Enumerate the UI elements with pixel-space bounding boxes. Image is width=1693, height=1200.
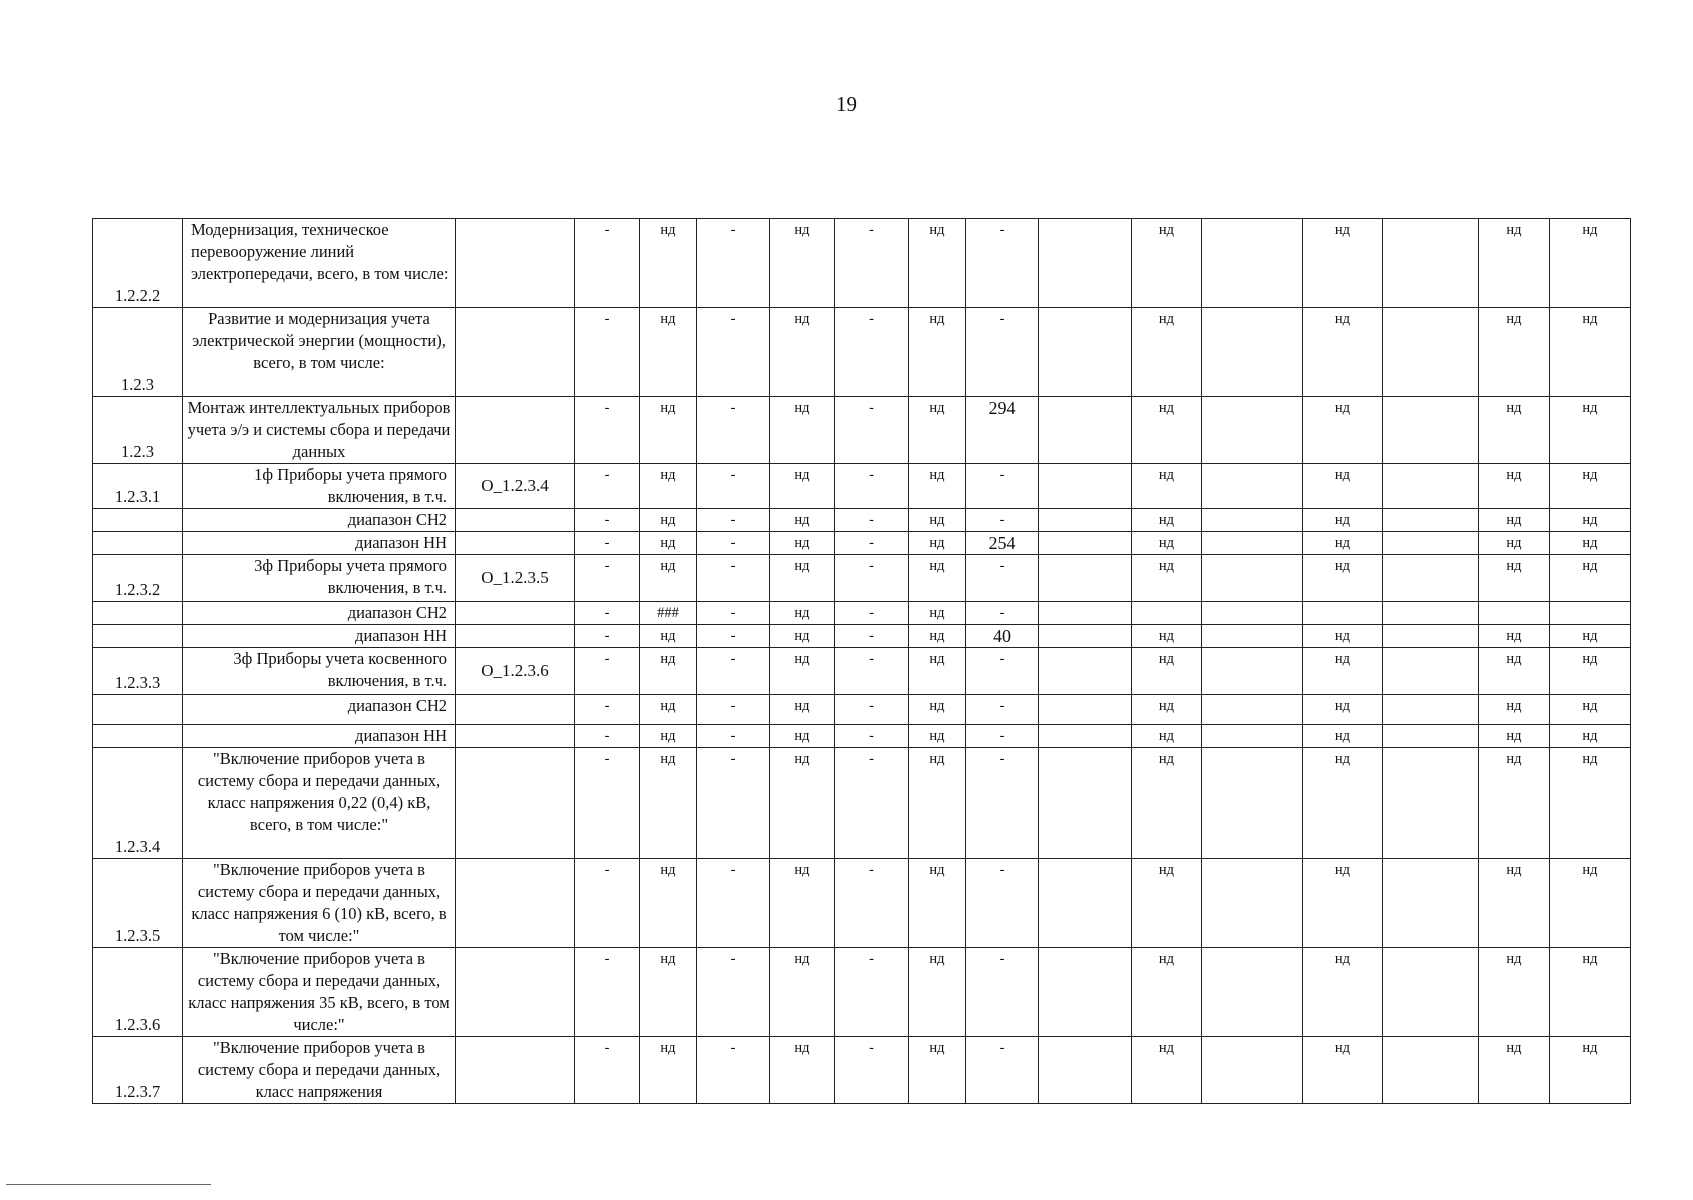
value-cell: - [835, 555, 909, 602]
row-number-cell [93, 695, 183, 725]
value-cell: нд [770, 748, 835, 859]
value-cell: нд [640, 748, 697, 859]
table-row [93, 1037, 1631, 1104]
value-cell: - [575, 648, 640, 695]
value-cell [1202, 648, 1303, 695]
value-cell: - [575, 725, 640, 748]
value-cell: нд [909, 397, 966, 464]
value-cell [1039, 725, 1132, 748]
value-cell: нд [1550, 948, 1631, 1037]
value-cell [1202, 859, 1303, 948]
value-cell [1202, 509, 1303, 532]
value-cell: нд [1132, 509, 1202, 532]
value-cell: - [697, 748, 770, 859]
value-cell: нд [640, 625, 697, 648]
row-code-cell [456, 625, 575, 648]
value-cell: нд [1479, 748, 1550, 859]
row-number-cell [93, 532, 183, 555]
value-cell [1383, 625, 1479, 648]
value-cell: нд [770, 648, 835, 695]
value-cell [1383, 555, 1479, 602]
value-cell: нд [909, 509, 966, 532]
value-cell: - [966, 308, 1039, 397]
row-number-cell: 1.2.3.6 [93, 948, 183, 1037]
value-cell: нд [1479, 725, 1550, 748]
table-row [93, 464, 1631, 509]
value-cell: нд [1550, 1037, 1631, 1104]
value-cell: нд [1132, 532, 1202, 555]
table-row [93, 509, 1631, 532]
value-cell [1039, 859, 1132, 948]
row-name-cell: диапазон НН [183, 725, 456, 748]
value-cell: нд [640, 219, 697, 308]
row-code-cell [456, 532, 575, 555]
value-cell: нд [1303, 308, 1383, 397]
value-cell: нд [770, 219, 835, 308]
value-cell: нд [1479, 648, 1550, 695]
value-cell [1383, 602, 1479, 625]
value-cell [1202, 219, 1303, 308]
value-cell: - [835, 948, 909, 1037]
value-cell: - [835, 397, 909, 464]
value-cell: нд [909, 464, 966, 509]
value-cell: нд [640, 859, 697, 948]
value-cell: - [966, 464, 1039, 509]
row-name-cell: "Включение приборов учета в систему сбора и передачи данных, класс напряжения [183, 1037, 456, 1104]
value-cell: нд [1479, 948, 1550, 1037]
value-cell: - [966, 695, 1039, 725]
value-cell: нд [640, 948, 697, 1037]
value-cell: нд [640, 648, 697, 695]
value-cell [1132, 602, 1202, 625]
value-cell: нд [1303, 1037, 1383, 1104]
value-cell [1039, 555, 1132, 602]
value-cell: нд [640, 464, 697, 509]
value-cell: нд [770, 509, 835, 532]
value-cell: - [697, 397, 770, 464]
value-cell: - [575, 948, 640, 1037]
row-name-cell: Развитие и модернизация учета электрической энергии (мощности), всего, в том числе: [183, 308, 456, 397]
value-cell: - [966, 602, 1039, 625]
row-name-cell: "Включение приборов учета в систему сбора и передачи данных, класс напряжения 0,22 (0,4) кВ, всего, в том числе:" [183, 748, 456, 859]
value-cell: - [575, 859, 640, 948]
value-cell: - [697, 602, 770, 625]
value-cell [1202, 308, 1303, 397]
value-cell [1039, 695, 1132, 725]
row-code-cell: О_1.2.3.4 [456, 464, 575, 509]
value-cell: - [575, 748, 640, 859]
value-cell [1202, 555, 1303, 602]
row-name-cell: диапазон НН [183, 625, 456, 648]
value-cell [1383, 397, 1479, 464]
value-cell: - [697, 532, 770, 555]
value-cell: - [575, 532, 640, 555]
value-cell: нд [1550, 532, 1631, 555]
value-cell: нд [1479, 397, 1550, 464]
value-cell: - [966, 648, 1039, 695]
value-cell [1202, 602, 1303, 625]
row-name-cell: 3ф Приборы учета косвенного включения, в т.ч. [183, 648, 456, 695]
value-cell: - [835, 509, 909, 532]
value-cell: нд [1550, 219, 1631, 308]
value-cell: - [835, 308, 909, 397]
value-cell: нд [640, 695, 697, 725]
value-cell: - [575, 695, 640, 725]
value-cell [1550, 602, 1631, 625]
table-row [93, 725, 1631, 748]
value-cell [1383, 1037, 1479, 1104]
value-cell: 294 [966, 397, 1039, 464]
value-cell: - [835, 602, 909, 625]
row-code-cell [456, 397, 575, 464]
value-cell: - [575, 308, 640, 397]
row-number-cell: 1.2.2.2 [93, 219, 183, 308]
value-cell [1383, 859, 1479, 948]
value-cell: - [575, 464, 640, 509]
row-code-cell [456, 308, 575, 397]
row-number-cell [93, 509, 183, 532]
table-row [93, 308, 1631, 397]
row-number-cell: 1.2.3.4 [93, 748, 183, 859]
value-cell: нд [909, 695, 966, 725]
value-cell [1383, 464, 1479, 509]
row-name-cell: диапазон НН [183, 532, 456, 555]
row-number-cell [93, 725, 183, 748]
value-cell: нд [770, 308, 835, 397]
value-cell: нд [1550, 625, 1631, 648]
row-number-cell: 1.2.3 [93, 397, 183, 464]
value-cell: нд [1303, 948, 1383, 1037]
value-cell: нд [1479, 219, 1550, 308]
value-cell [1039, 464, 1132, 509]
value-cell: 254 [966, 532, 1039, 555]
value-cell [1039, 308, 1132, 397]
value-cell: - [575, 397, 640, 464]
value-cell: нд [1303, 397, 1383, 464]
value-cell: - [575, 602, 640, 625]
value-cell: - [966, 859, 1039, 948]
value-cell: - [697, 219, 770, 308]
value-cell: нд [1479, 308, 1550, 397]
value-cell: нд [640, 555, 697, 602]
value-cell: нд [1550, 509, 1631, 532]
value-cell: - [575, 1037, 640, 1104]
value-cell [1039, 509, 1132, 532]
table-row [93, 748, 1631, 859]
value-cell: нд [770, 397, 835, 464]
value-cell: нд [770, 859, 835, 948]
row-code-cell [456, 725, 575, 748]
value-cell: нд [909, 532, 966, 555]
value-cell: - [575, 555, 640, 602]
value-cell [1303, 602, 1383, 625]
value-cell: нд [640, 725, 697, 748]
value-cell: - [697, 308, 770, 397]
value-cell: - [697, 509, 770, 532]
value-cell: - [966, 948, 1039, 1037]
table-row [93, 625, 1631, 648]
value-cell: нд [1479, 1037, 1550, 1104]
row-code-cell [456, 509, 575, 532]
value-cell: нд [909, 1037, 966, 1104]
value-cell: нд [1132, 695, 1202, 725]
row-name-cell: диапазон СН2 [183, 509, 456, 532]
value-cell [1202, 397, 1303, 464]
value-cell [1202, 532, 1303, 555]
value-cell: нд [1132, 725, 1202, 748]
table-row [93, 532, 1631, 555]
value-cell [1039, 948, 1132, 1037]
value-cell [1202, 695, 1303, 725]
row-code-cell: О_1.2.3.6 [456, 648, 575, 695]
value-cell: нд [1132, 748, 1202, 859]
value-cell: нд [1550, 464, 1631, 509]
value-cell: нд [1132, 308, 1202, 397]
value-cell: нд [1550, 748, 1631, 859]
value-cell: нд [770, 725, 835, 748]
value-cell: нд [1303, 695, 1383, 725]
value-cell: - [966, 509, 1039, 532]
value-cell: нд [1132, 648, 1202, 695]
row-number-cell: 1.2.3.5 [93, 859, 183, 948]
value-cell: - [835, 464, 909, 509]
value-cell: - [697, 1037, 770, 1104]
value-cell [1039, 602, 1132, 625]
row-code-cell [456, 748, 575, 859]
value-cell: - [835, 1037, 909, 1104]
value-cell: - [835, 725, 909, 748]
footnote-rule [6, 1184, 211, 1185]
value-cell [1202, 625, 1303, 648]
value-cell: - [835, 625, 909, 648]
value-cell: нд [1132, 219, 1202, 308]
value-cell [1202, 464, 1303, 509]
row-number-cell [93, 602, 183, 625]
value-cell: - [835, 859, 909, 948]
value-cell: нд [770, 602, 835, 625]
value-cell [1383, 308, 1479, 397]
value-cell: - [966, 1037, 1039, 1104]
value-cell [1202, 1037, 1303, 1104]
value-cell: - [966, 748, 1039, 859]
value-cell: нд [909, 859, 966, 948]
value-cell: нд [1303, 748, 1383, 859]
row-code-cell: О_1.2.3.5 [456, 555, 575, 602]
row-number-cell: 1.2.3 [93, 308, 183, 397]
value-cell: нд [640, 509, 697, 532]
value-cell: нд [1479, 695, 1550, 725]
value-cell: нд [1550, 695, 1631, 725]
value-cell [1383, 509, 1479, 532]
value-cell: нд [909, 602, 966, 625]
value-cell: нд [1550, 859, 1631, 948]
row-number-cell: 1.2.3.7 [93, 1037, 183, 1104]
value-cell: нд [1550, 725, 1631, 748]
table-row [93, 859, 1631, 948]
value-cell: - [575, 219, 640, 308]
value-cell [1383, 648, 1479, 695]
value-cell: - [575, 625, 640, 648]
row-name-cell: Монтаж интеллектуальных приборов учета э/э и системы сбора и передачи данных [183, 397, 456, 464]
value-cell [1383, 725, 1479, 748]
value-cell: нд [1550, 648, 1631, 695]
value-cell: нд [770, 532, 835, 555]
value-cell: - [697, 859, 770, 948]
value-cell: - [966, 555, 1039, 602]
table-row [93, 695, 1631, 725]
value-cell [1039, 748, 1132, 859]
value-cell: нд [1550, 555, 1631, 602]
value-cell: - [835, 219, 909, 308]
page-number: 19 [836, 92, 857, 116]
row-code-cell [456, 859, 575, 948]
value-cell: нд [1479, 509, 1550, 532]
value-cell: нд [1550, 397, 1631, 464]
table-row [93, 648, 1631, 695]
table-row [93, 219, 1631, 308]
value-cell: нд [1550, 308, 1631, 397]
value-cell: нд [770, 695, 835, 725]
value-cell: нд [1132, 948, 1202, 1037]
value-cell: 40 [966, 625, 1039, 648]
value-cell: нд [1132, 625, 1202, 648]
table-row [93, 555, 1631, 602]
row-name-cell: "Включение приборов учета в систему сбора и передачи данных, класс напряжения 6 (10) кВ, всего, в том числе:" [183, 859, 456, 948]
value-cell: нд [1479, 625, 1550, 648]
value-cell: нд [770, 555, 835, 602]
row-code-cell [456, 948, 575, 1037]
value-cell [1383, 748, 1479, 859]
row-name-cell: диапазон СН2 [183, 602, 456, 625]
value-cell [1039, 532, 1132, 555]
value-cell: ### [640, 602, 697, 625]
value-cell: - [697, 695, 770, 725]
value-cell [1202, 948, 1303, 1037]
value-cell: нд [909, 219, 966, 308]
value-cell: нд [1303, 625, 1383, 648]
value-cell [1039, 1037, 1132, 1104]
value-cell: - [575, 509, 640, 532]
value-cell: нд [1132, 464, 1202, 509]
value-cell: нд [909, 555, 966, 602]
value-cell: - [697, 648, 770, 695]
value-cell: нд [770, 464, 835, 509]
value-cell: нд [1479, 464, 1550, 509]
row-name-cell: Модернизация, техническое перевооружение линий электропередачи, всего, в том числе: [183, 219, 456, 308]
value-cell: нд [909, 725, 966, 748]
value-cell: нд [770, 1037, 835, 1104]
value-cell: - [835, 748, 909, 859]
value-cell: нд [1303, 859, 1383, 948]
value-cell: нд [1132, 859, 1202, 948]
value-cell: нд [1303, 725, 1383, 748]
value-cell: нд [1132, 1037, 1202, 1104]
value-cell [1039, 219, 1132, 308]
table-row [93, 948, 1631, 1037]
value-cell [1383, 219, 1479, 308]
row-code-cell [456, 695, 575, 725]
value-cell: нд [640, 308, 697, 397]
value-cell: нд [640, 532, 697, 555]
value-cell [1039, 397, 1132, 464]
value-cell [1039, 648, 1132, 695]
row-code-cell [456, 602, 575, 625]
value-cell: нд [1303, 532, 1383, 555]
value-cell: нд [909, 648, 966, 695]
value-cell: нд [909, 948, 966, 1037]
value-cell: нд [640, 397, 697, 464]
value-cell: - [697, 725, 770, 748]
value-cell: - [697, 555, 770, 602]
row-number-cell: 1.2.3.3 [93, 648, 183, 695]
row-name-cell: 1ф Приборы учета прямого включения, в т.ч. [183, 464, 456, 509]
row-number-cell [93, 625, 183, 648]
value-cell [1479, 602, 1550, 625]
value-cell: нд [1303, 555, 1383, 602]
row-name-cell: "Включение приборов учета в систему сбора и передачи данных, класс напряжения 35 кВ, всего, в том числе:" [183, 948, 456, 1037]
value-cell: нд [1303, 219, 1383, 308]
value-cell [1383, 948, 1479, 1037]
value-cell [1383, 532, 1479, 555]
row-number-cell: 1.2.3.2 [93, 555, 183, 602]
value-cell: нд [1479, 859, 1550, 948]
value-cell: - [697, 464, 770, 509]
value-cell: нд [770, 625, 835, 648]
value-cell: нд [1303, 464, 1383, 509]
value-cell: - [835, 532, 909, 555]
value-cell: - [697, 625, 770, 648]
value-cell: нд [640, 1037, 697, 1104]
value-cell: нд [1132, 397, 1202, 464]
value-cell: - [835, 695, 909, 725]
table-row [93, 397, 1631, 464]
value-cell: нд [1303, 509, 1383, 532]
row-name-cell: 3ф Приборы учета прямого включения, в т.ч. [183, 555, 456, 602]
value-cell [1039, 625, 1132, 648]
row-code-cell [456, 1037, 575, 1104]
value-cell: нд [770, 948, 835, 1037]
value-cell: нд [1132, 555, 1202, 602]
value-cell: - [966, 725, 1039, 748]
value-cell: - [966, 219, 1039, 308]
row-number-cell: 1.2.3.1 [93, 464, 183, 509]
value-cell: нд [1303, 648, 1383, 695]
value-cell [1202, 725, 1303, 748]
value-cell: - [697, 948, 770, 1037]
value-cell: нд [909, 308, 966, 397]
value-cell: - [835, 648, 909, 695]
value-cell: нд [909, 625, 966, 648]
row-code-cell [456, 219, 575, 308]
value-cell: нд [1479, 532, 1550, 555]
value-cell: нд [1479, 555, 1550, 602]
investment-program-table [92, 218, 1631, 1104]
value-cell: нд [909, 748, 966, 859]
value-cell [1202, 748, 1303, 859]
table-row [93, 602, 1631, 625]
value-cell [1383, 695, 1479, 725]
row-name-cell: диапазон СН2 [183, 695, 456, 725]
